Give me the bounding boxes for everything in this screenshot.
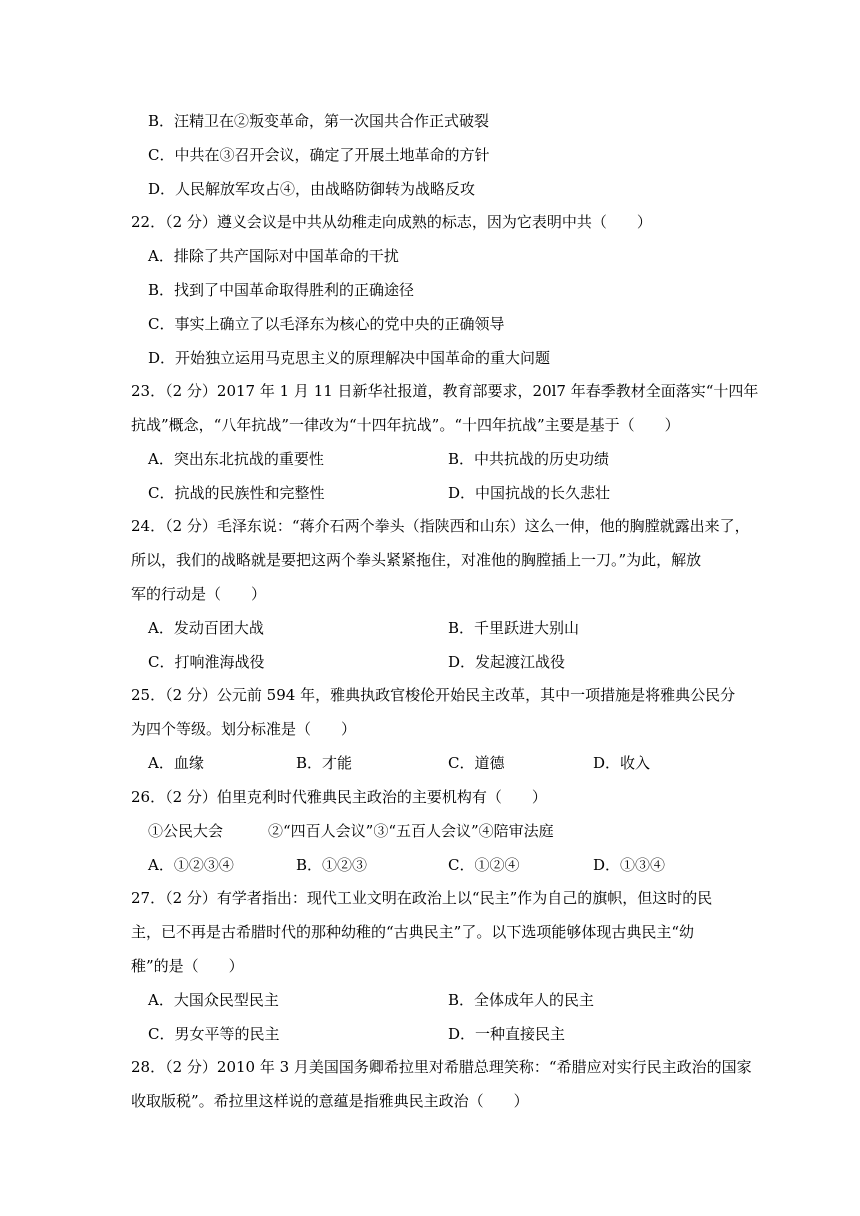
q22-option-a[interactable]: A．排除了共产国际对中国革命的干扰 (148, 247, 399, 265)
q25-stem-line2: 为四个等级。划分标准是（ ） (131, 720, 357, 738)
q25-option-a[interactable]: A．血缘 (148, 754, 204, 772)
q27-stem-line2: 主，已不再是古希腊时代的那种幼稚的“古典民主”了。以下选项能够体现古典民主“幼 (131, 923, 695, 941)
q23-option-a[interactable]: A．突出东北抗战的重要性 (148, 450, 324, 468)
q25-stem-line1: 25．（2 分）公元前 594 年，雅典执政官梭伦开始民主改革，其中一项措施是将雅典公民分 (131, 686, 736, 704)
q24-option-c[interactable]: C．打响淮海战役 (148, 653, 265, 671)
q21-option-b[interactable]: B．汪精卫在②叛变革命，第一次国共合作正式破裂 (148, 112, 490, 130)
q28-stem-line2: 收取版税”。希拉里这样说的意蕴是指雅典民主政治（ ） (131, 1092, 529, 1110)
q22-option-d[interactable]: D．开始独立运用马克思主义的原理解决中国革命的重大问题 (148, 349, 551, 367)
q26-option-b[interactable]: B．①②③ (296, 856, 368, 874)
q23-stem-line2: 抗战”概念，“八年抗战”一律改为“十四年抗战”。“十四年抗战”主要是基于（ ） (131, 416, 680, 434)
q24-option-a[interactable]: A．发动百团大战 (148, 619, 264, 637)
q27-option-b[interactable]: B．全体成年人的民主 (448, 991, 595, 1009)
q26-option-d[interactable]: D．①③④ (593, 856, 666, 874)
q22-stem: 22．（2 分）遵义会议是中共从幼稚走向成熟的标志，因为它表明中共（ ） (131, 213, 652, 231)
q27-option-c[interactable]: C．男女平等的民主 (148, 1025, 280, 1043)
q27-option-d[interactable]: D．一种直接民主 (448, 1025, 566, 1043)
q24-stem-line3: 军的行动是（ ） (131, 585, 267, 603)
q24-option-d[interactable]: D．发起渡江战役 (448, 653, 566, 671)
q26-stem: 26．（2 分）伯里克利时代雅典民主政治的主要机构有（ ） (131, 788, 547, 806)
q27-stem-line3: 稚”的是（ ） (131, 957, 244, 975)
q21-option-d[interactable]: D．人民解放军攻占④，由战略防御转为战略反攻 (148, 180, 476, 198)
q26-option-c[interactable]: C．①②④ (448, 856, 520, 874)
q21-option-c[interactable]: C．中共在③召开会议，确定了开展土地革命的方针 (148, 146, 490, 164)
q24-stem-line2: 所以，我们的战略就是要把这两个拳头紧紧拖住，对准他的胸膛插上一刀。”为此，解放 (131, 551, 702, 569)
q22-option-c[interactable]: C．事实上确立了以毛泽东为核心的党中央的正确领导 (148, 315, 505, 333)
q28-stem-line1: 28．（2 分）2010 年 3 月美国国务卿希拉里对希腊总理笑称：“希腊应对实行民主政治的国家 (131, 1058, 752, 1076)
q23-stem-line1: 23．（2 分）2017 年 1 月 11 日新华社报道，教育部要求，20l7 年春季教材全面落实“十四年 (131, 382, 759, 400)
q26-items: ①公民大会 ②“四百人会议”③“五百人会议”④陪审法庭 (148, 822, 554, 840)
q26-option-a[interactable]: A．①②③④ (148, 856, 234, 874)
q25-option-d[interactable]: D．收入 (593, 754, 651, 772)
q23-option-c[interactable]: C．抗战的民族性和完整性 (148, 484, 325, 502)
q24-stem-line1: 24．（2 分）毛泽东说：“蒋介石两个拳头（指陕西和山东）这么一伸，他的胸膛就露出来了， (131, 517, 750, 535)
q23-option-d[interactable]: D．中国抗战的长久悲壮 (448, 484, 611, 502)
q27-option-a[interactable]: A．大国众民型民主 (148, 991, 279, 1009)
q25-option-b[interactable]: B．才能 (296, 754, 353, 772)
q23-option-b[interactable]: B．中共抗战的历史功绩 (448, 450, 610, 468)
q22-option-b[interactable]: B．找到了中国革命取得胜利的正确途径 (148, 281, 415, 299)
q25-option-c[interactable]: C．道德 (448, 754, 505, 772)
q27-stem-line1: 27．（2 分）有学者指出：现代工业文明在政治上以“民主”作为自己的旗帜，但这时的民 (131, 889, 713, 907)
q24-option-b[interactable]: B．千里跃进大别山 (448, 619, 580, 637)
